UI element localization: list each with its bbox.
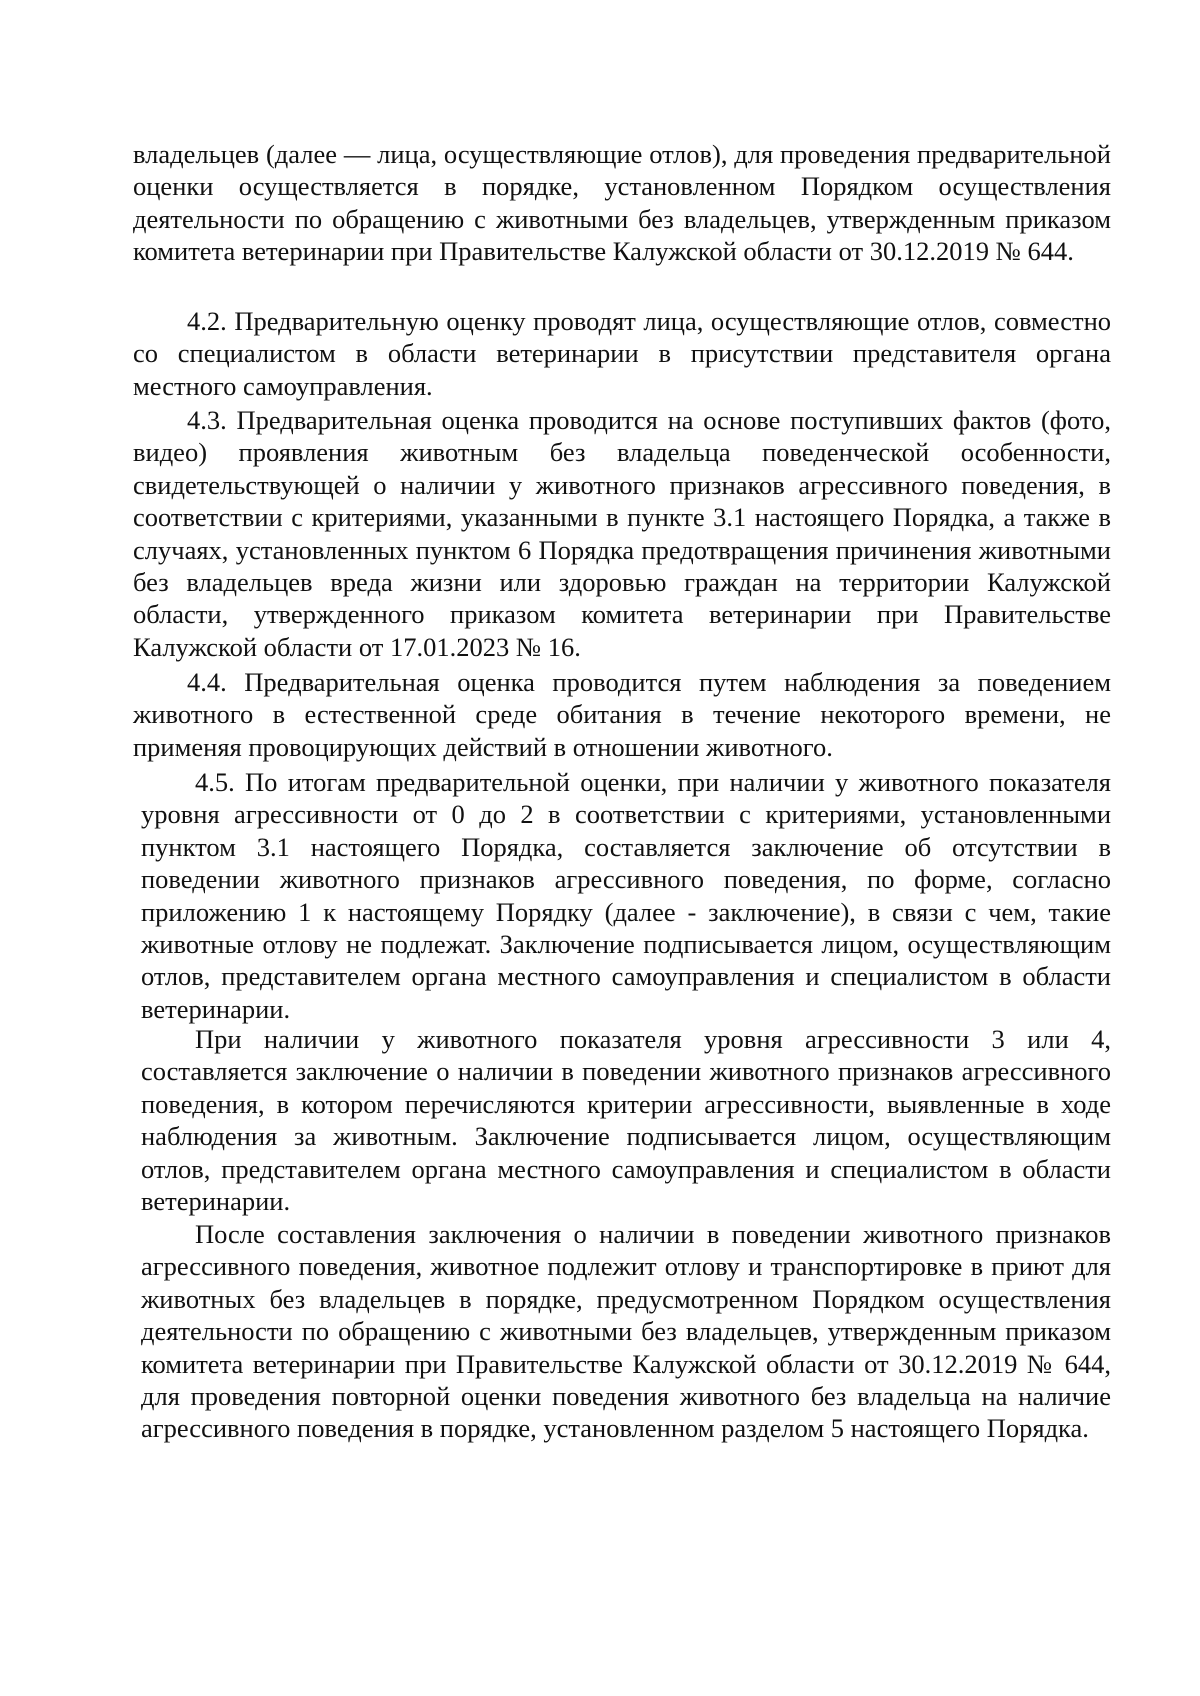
paragraph-4-2: 4.2. Предварительную оценку проводят лица, осуществляющие отлов, совместно со специалистом в области ветеринарии в присутствии представителя органа местного самоуправления. [133, 306, 1111, 401]
paragraph-aggression-3-4: При наличии у животного показателя уровня агрессивности 3 или 4, составляется заключение о наличии в поведении животного признаков агрессивного поведения, в котором перечисляются критерии агрессивности, выявленные в ходе наблюдения за животным. Заключение подписывается лицом, осуществляющим отлов, представителем органа местного самоуправления и специалистом в области ветеринарии. [141, 1024, 1111, 1217]
paragraph-continuation: владельцев (далее — лица, осуществляющие отлов), для проведения предварительной оценки осуществляется в порядке, установленном Порядком осуществления деятельности по обращению с животными без владельцев, утвержденным приказом комитета ветеринарии при Правительстве Калужской области от 30.12.2019 № 644. [133, 139, 1111, 267]
paragraph-4-5: 4.5. По итогам предварительной оценки, при наличии у животного показателя уровня агрессивности от 0 до 2 в соответствии с критериями, установленными пунктом 3.1 настоящего Порядка, составляется заключение об отсутствии в поведении животного признаков агрессивного поведения, по форме, согласно приложению 1 к настоящему Порядку (далее - заключение), в связи с чем, такие животные отлову не подлежат. Заключение подписывается лицом, осуществляющим отлов, представителем органа местного самоуправления и специалистом в области ветеринарии. [141, 767, 1111, 1024]
paragraph-4-4: 4.4. Предварительная оценка проводится путем наблюдения за поведением животного в естественной среде обитания в течение некоторого времени, не применяя провоцирующих действий в отношении животного. [133, 667, 1111, 762]
paragraph-4-3: 4.3. Предварительная оценка проводится на основе поступивших фактов (фото, видео) проявления животным без владельца поведенческой особенности, свидетельствующей о наличии у животного признаков агрессивного поведения, в соответствии с критериями, указанными в пункте 3.1 настоящего Порядка, а также в случаях, установленных пунктом 6 Порядка предотвращения причинения животными без владельцев вреда жизни или здоровью граждан на территории Калужской области, утвержденного приказом комитета ветеринарии при Правительстве Калужской области от 17.01.2023 № 16. [133, 405, 1111, 662]
paragraph-after-conclusion: После составления заключения о наличии в поведении животного признаков агрессивного поведения, животное подлежит отлову и транспортировке в приют для животных без владельцев в порядке, предусмотренном Порядком осуществления деятельности по обращению с животными без владельцев, утвержденным приказом комитета ветеринарии при Правительстве Калужской области от 30.12.2019 № 644, для проведения повторной оценки поведения животного без владельца на наличие агрессивного поведения в порядке, установленном разделом 5 настоящего Порядка. [141, 1219, 1111, 1444]
